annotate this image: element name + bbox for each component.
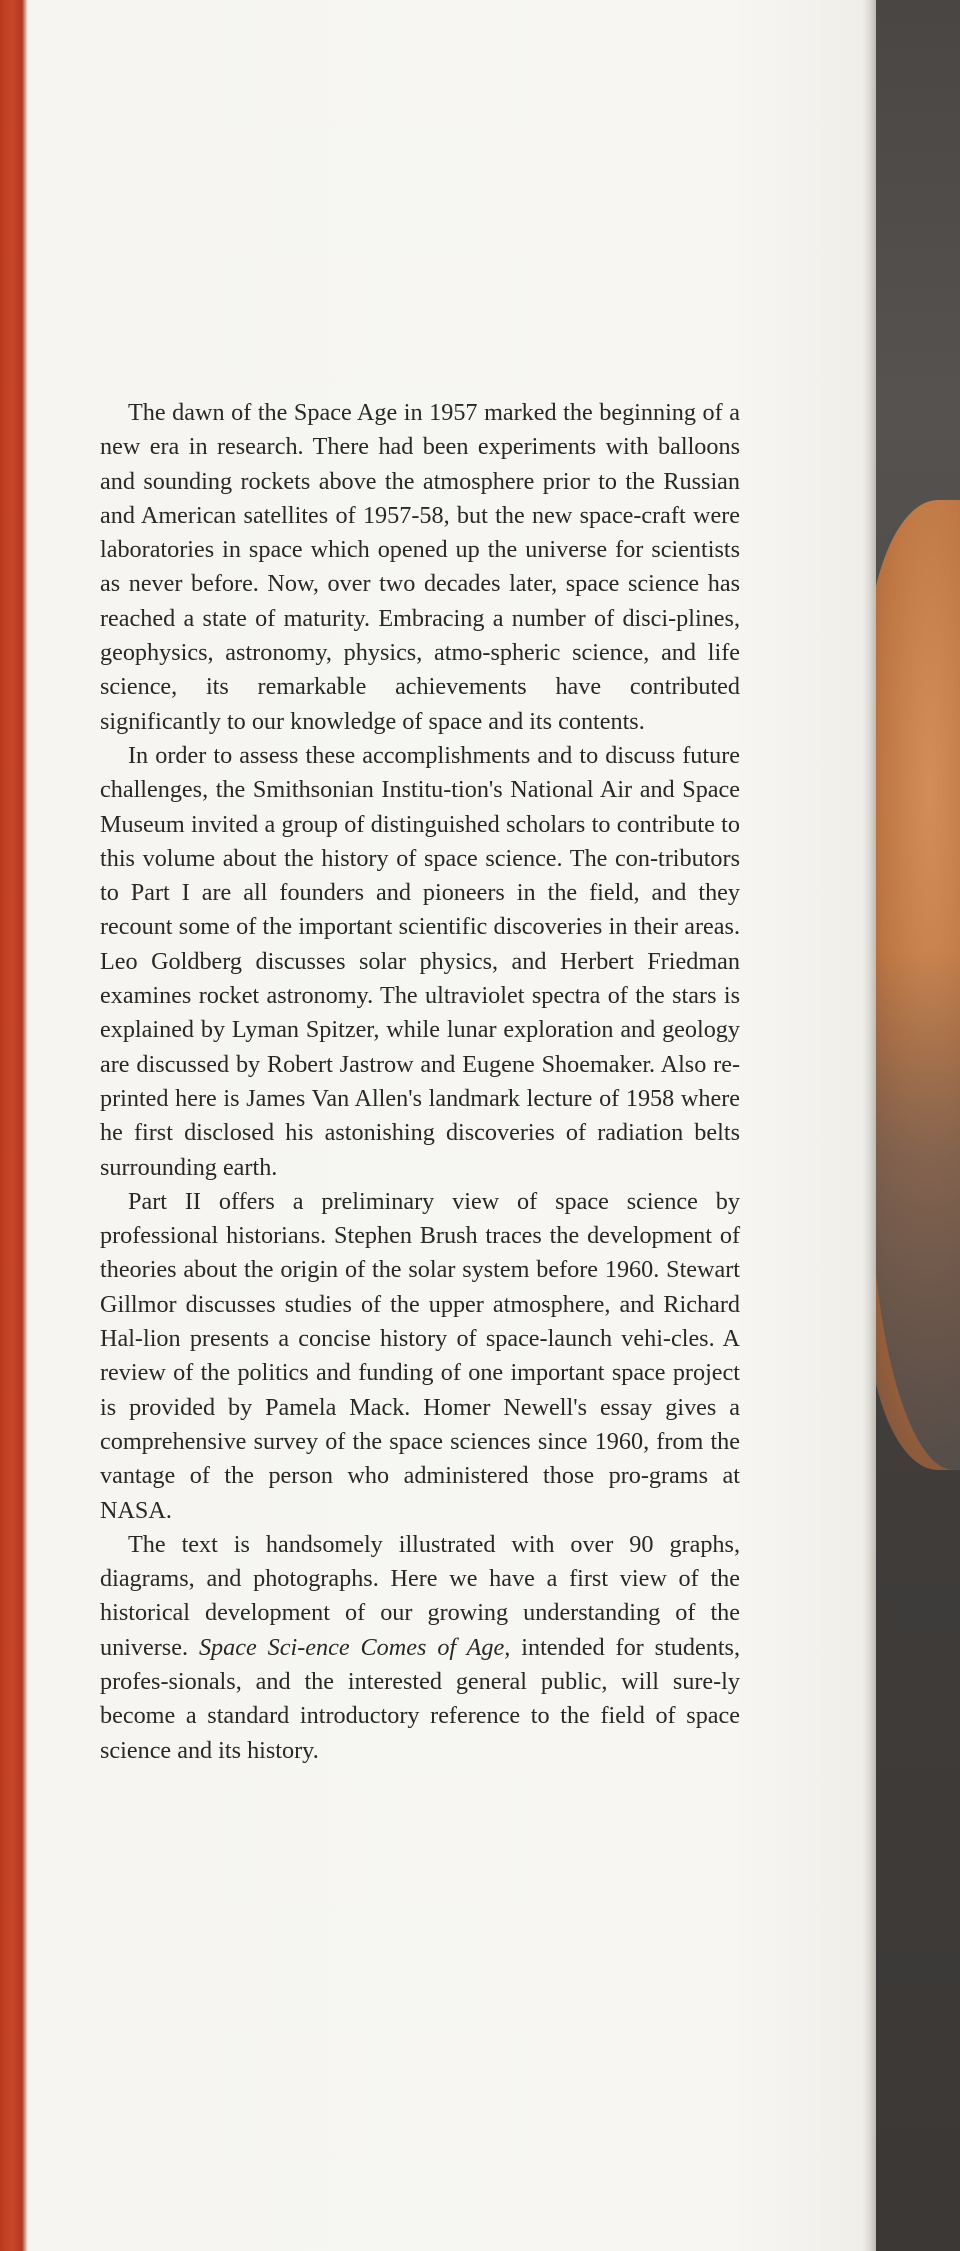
book-title-italic: Space Sci-ence Comes of Age,: [198, 1633, 511, 1661]
blurb-paragraph-3: Part II offers a preliminary view of space science by professional historians. Stephen Brush traces the development of theories about the origin of the solar system before 1960. Stewart Gillmor discusses studies of the upper atmosphere, and Richard Hal-lion presents a concise history of space-launch vehi-cles. A review of the politics and funding of one important space project is provided by Pamela Mack. Homer Newell's essay gives a comprehensive survey of the space sciences since 1960, from the vantage of the person who administered those pro-grams at NASA.: [100, 1187, 740, 1524]
red-spine-edge: [0, 0, 28, 2251]
blurb-paragraph-1: The dawn of the Space Age in 1957 marked the beginning of a new era in research. There had been experiments with balloons and sounding rockets above the atmosphere prior to the Russian and American satellites of 1957-58, but the new space-craft were laboratories in space which opened up the universe for scientists as never before. Now, over two decades later, space science has reached a state of maturity. Embracing a number of disci-plines, geophysics, astronomy, physics, atmo-spheric science, and life science, its remarkable achievements have contributed significantly to our knowledge of space and its contents.: [100, 399, 740, 735]
blurb-paragraph-2: In order to assess these accomplishments and to discuss future challenges, the Smithsonian Institu-tion's National Air and Space Museum invited a group of distinguished scholars to contribute to this volume about the history of space science. The con-tributors to Part I are all founders and pioneers in the field, and they recount some of the important scientific discoveries in their areas. Leo Goldberg discusses solar physics, and Herbert Friedman examines rocket astronomy. The ultraviolet spectra of the stars is explained by Lyman Spitzer, while lunar exploration and geology are discussed by Robert Jastrow and Eugene Shoemaker. Also re-printed here is James Van Allen's landmark lecture of 1958 where he first disclosed his astonishing discoveries of radiation belts surrounding earth.: [100, 741, 740, 1181]
flap-fold-edge: [862, 0, 876, 2251]
blurb-paragraph-4-intro: The text is handsomely illustrated with over 90 graphs, diagrams, and photographs. Here we have a first view of the historical development of our growing understanding of the universe.: [100, 1530, 740, 1661]
flap-blurb-text: [100, 396, 740, 1768]
blurb-paragraph-4-outro: intended for students, profes-sionals, and the interested general public, will sure-ly become a standard introductory reference to the field of space science and its history.: [100, 1633, 740, 1764]
blurb-paragraph-4: [100, 1528, 740, 1768]
